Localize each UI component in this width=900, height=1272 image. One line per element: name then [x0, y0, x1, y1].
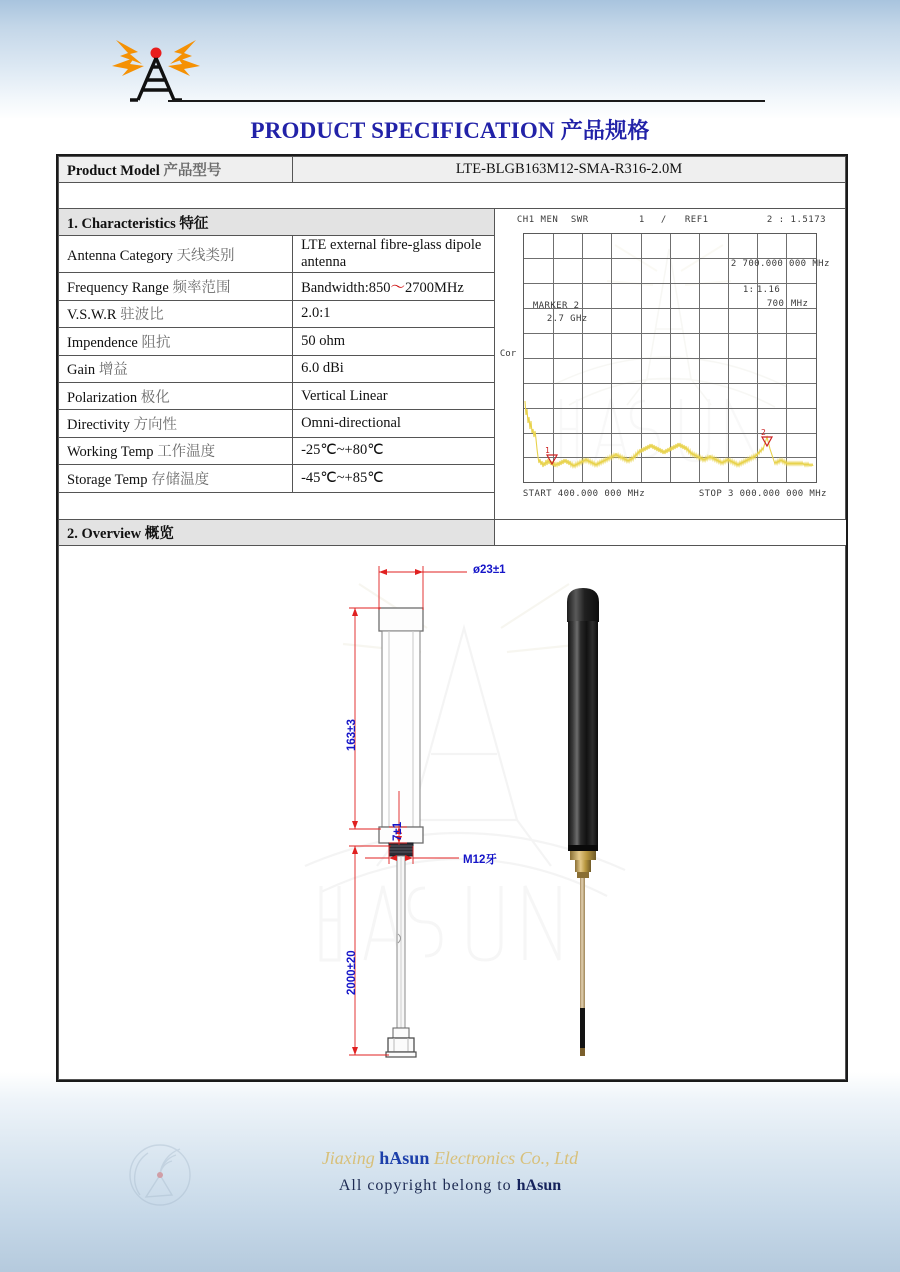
char-label-vswr [59, 300, 293, 327]
char-label-cn: 阻抗 [141, 334, 171, 351]
overview-drawing-cell [59, 546, 846, 1080]
antenna-technical-drawing [59, 546, 843, 1079]
char-label-cn: 方向性 [133, 417, 177, 434]
section-2-cn: 概览 [144, 526, 174, 542]
char-value-storage-temp: -45℃~+85℃ [293, 465, 495, 492]
bandwidth-high: 2700MHz [405, 280, 464, 296]
drawing-row [59, 546, 846, 1080]
char-label-frequency-range [59, 273, 293, 300]
svg-text:1: 1 [544, 446, 550, 455]
footer-company-pre: Jiaxing [321, 1148, 380, 1168]
vna-marker-label: MARKER 2 [532, 301, 580, 311]
vna-marker1-value: 1.16 [756, 285, 781, 295]
char-label-storage-temp [59, 465, 293, 492]
spacer-cell [59, 183, 846, 209]
page-title-en: PRODUCT SPECIFICATION [250, 118, 555, 143]
char-label-cn: 频率范围 [172, 280, 231, 296]
header-divider [168, 100, 765, 102]
vna-marker1-id: 1: [742, 285, 755, 295]
section-overview-header [59, 520, 495, 546]
section-2-number: 2. [67, 526, 78, 542]
dim-body-length: 163±3 [346, 719, 358, 751]
vna-scale: 1 [638, 215, 645, 225]
section-characteristics-row [59, 209, 846, 236]
section-overview-row [59, 520, 846, 546]
footer-copyright-text: All copyright belong to [338, 1177, 517, 1194]
char-label-impedance [59, 328, 293, 355]
svg-text:2: 2 [760, 428, 766, 437]
bandwidth-low: Bandwidth:850 [301, 280, 391, 296]
company-logo [108, 22, 204, 104]
vswr-trace [523, 233, 815, 481]
char-label-en: Storage Temp [67, 471, 148, 488]
char-value-vswr: 2.0:1 [293, 300, 495, 327]
footer-brand-1: hAsun [379, 1148, 430, 1168]
char-label-polarization [59, 382, 293, 409]
footer-company-post: Electronics Co., Ltd [429, 1148, 579, 1168]
char-label-gain [59, 355, 293, 382]
section-1-en: Characteristics [81, 215, 176, 232]
char-label-antenna-category [59, 236, 293, 273]
vna-stop-frequency: STOP 3 000.000 000 MHz [698, 489, 827, 499]
char-value-gain: 6.0 dBi [293, 355, 495, 382]
char-label-en: Directivity [67, 417, 130, 434]
char-value-working-temp: -25℃~+80℃ [293, 437, 495, 464]
char-label-cn: 工作温度 [157, 444, 216, 461]
char-value-frequency-range [293, 273, 495, 300]
page-title-cn: 产品规格 [560, 118, 650, 143]
vna-cor-label: Cor [499, 349, 517, 359]
vna-reference: REF1 [684, 215, 709, 225]
char-value-directivity: Omni-directional [293, 410, 495, 437]
dim-cable-length: 2000±20 [346, 950, 358, 995]
char-label-en: Working Temp [67, 444, 154, 461]
page-header [0, 0, 900, 112]
char-label-en: V.S.W.R [67, 307, 117, 324]
footer-copyright [0, 1177, 900, 1195]
vna-marker-readout: 2 : 1.5173 [766, 215, 827, 225]
char-label-en: Frequency Range [67, 280, 169, 296]
overview-drawing [59, 546, 843, 1079]
dim-thread: M12牙 [463, 854, 497, 866]
char-label-cn: 存储温度 [151, 471, 210, 488]
section-characteristics-header [59, 209, 495, 236]
footer-watermark-icon [120, 1135, 200, 1215]
dim-base-height: 7±1 [392, 821, 404, 841]
product-model-value: LTE-BLGB163M12-SMA-R316-2.0M [293, 157, 846, 183]
char-label-cn: 天线类别 [176, 247, 235, 264]
section-1-cn: 特征 [179, 215, 209, 232]
spacer-cell [59, 492, 495, 519]
antenna-product-photo [519, 568, 679, 1068]
char-label-cn: 驻波比 [120, 307, 164, 324]
char-label-cn: 增益 [98, 362, 128, 379]
spacer-row-top [59, 183, 846, 209]
vna-format: SWR [570, 215, 589, 225]
section-1-number: 1. [67, 215, 78, 232]
char-value-impedance: 50 ohm [293, 328, 495, 355]
page-title [0, 114, 900, 145]
char-label-en: Impendence [67, 334, 138, 351]
vna-start-frequency: START 400.000 000 MHz [522, 489, 646, 499]
section-2-en: Overview [81, 526, 142, 542]
spec-table [58, 156, 846, 1080]
vna-channel: CH1 MEN [516, 215, 559, 225]
footer-brand-2: hAsun [516, 1177, 562, 1194]
vna-marker-label-frequency: 2.7 GHz [546, 314, 588, 324]
char-label-working-temp [59, 437, 293, 464]
product-model-label-cn: 产品型号 [163, 163, 222, 179]
vswr-chart [495, 209, 843, 519]
char-label-en: Antenna Category [67, 247, 173, 264]
vswr-chart-cell [494, 209, 845, 520]
bandwidth-tilde: ～ [390, 280, 405, 296]
product-model-label [59, 157, 293, 183]
vna-slash: / [660, 215, 667, 225]
vna-header-line [517, 215, 835, 229]
antenna-tower-icon [108, 22, 204, 104]
spec-frame [56, 154, 848, 1082]
char-label-en: Polarization [67, 389, 138, 406]
char-label-directivity [59, 410, 293, 437]
footer-company [0, 1148, 900, 1169]
char-label-en: Gain [67, 362, 96, 379]
vna-marker1-frequency: 700 [766, 299, 785, 309]
vna-marker2-frequency: 2 700.000 000 MHz [730, 259, 830, 269]
dim-diameter: ø23±1 [473, 564, 506, 576]
char-label-cn: 极化 [140, 389, 170, 406]
char-value-antenna-category: LTE external fibre-glass dipole antenna [293, 236, 495, 273]
product-model-row [59, 157, 846, 183]
char-value-polarization: Vertical Linear [293, 382, 495, 409]
product-model-label-en: Product Model [67, 163, 160, 179]
vna-marker1-unit: MHz [790, 299, 809, 309]
